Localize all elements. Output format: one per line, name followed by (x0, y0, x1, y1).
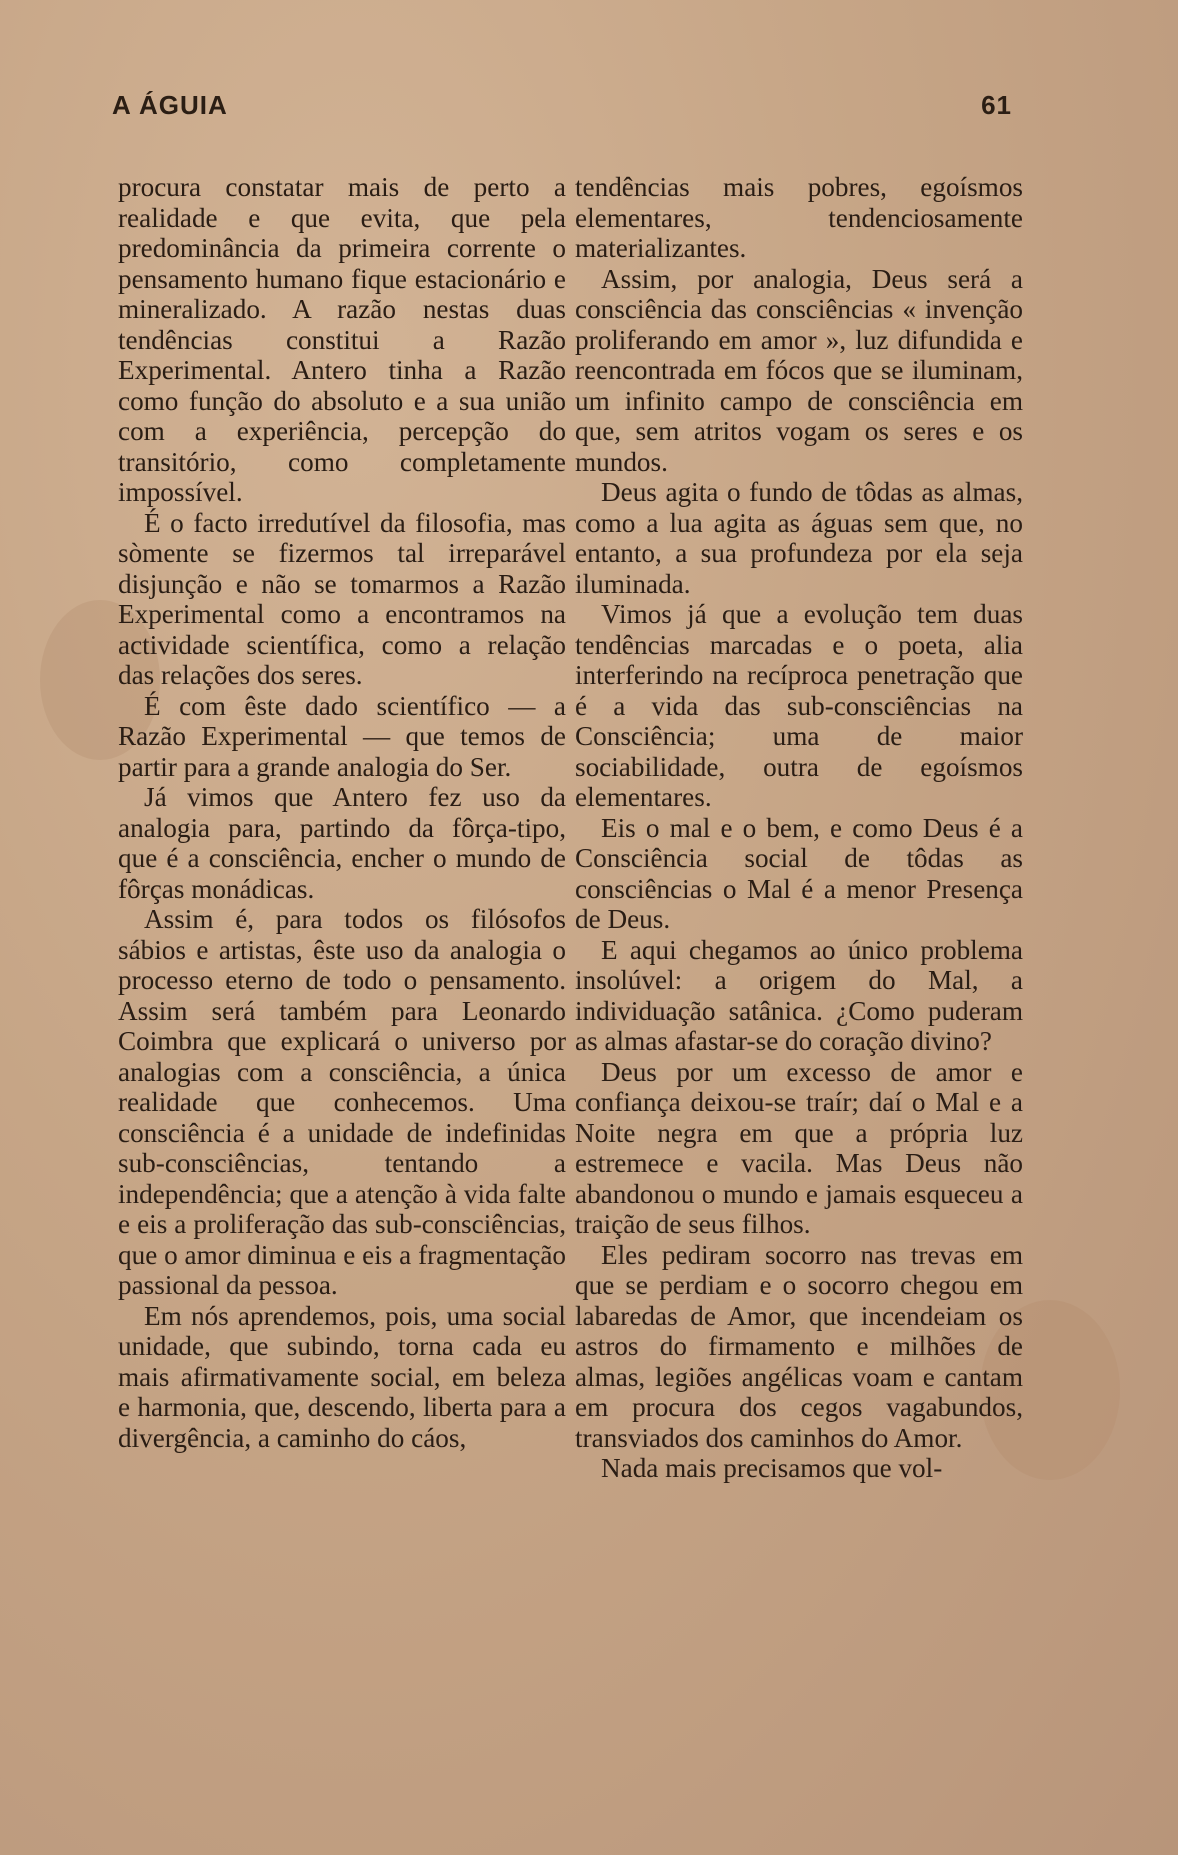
paragraph: Deus agita o fundo de tôdas as almas, como a lua agita as águas sem que, no entanto, a sua profundeza por ela seja iluminada. (575, 477, 1023, 599)
paragraph: Nada mais precisamos que vol- (601, 1453, 943, 1483)
paragraph: procura constatar mais de perto a realidade e que evita, que pela predominância da primeira corrente o pensamento humano fique estacionário e mineralizado. A razão nestas duas tendências constitui a Razão Experimental. Antero tinha a Razão como função do absoluto e a sua união com a experiência, percepção do transitório, como completamente impossível. (118, 172, 566, 507)
paragraph: Assim, por analogia, Deus será a consciência das consciências « invenção proliferando em amor », luz difundida e reencontrada em fócos que se iluminam, um infinito campo de consciência em que, sem atritos vogam os seres e os mundos. (575, 263, 1023, 477)
paragraph: Já vimos que Antero fez uso da analogia para, partindo da fôrça-tipo, que é a consciência, encher o mundo de fôrças monádicas. (118, 782, 566, 904)
paragraph: Assim é, para todos os filósofos sábios e artistas, êste uso da analogia o processo eterno de todo o pensamento. Assim será também para Leonardo Coimbra que explicará o universo por analogias com a consciência, a única realidade que conhecemos. Uma consciência é a unidade de indefinidas sub-consciências, tentando a independência; que a atenção à vida falte e eis a proliferação das sub-consciências, que o amor diminua e eis a fragmentação passional da pessoa. (118, 904, 566, 1300)
text-columns (118, 172, 1023, 1742)
paragraph: Em nós aprendemos, pois, uma social unidade, que subindo, torna cada eu mais afirmativamente social, em beleza e harmonia, que, descendo, liberta para a divergência, a caminho do cáos, (118, 1300, 566, 1453)
running-header (112, 90, 1012, 121)
paragraph: tendências mais pobres, egoísmos elementares, tendenciosamente materializantes. (575, 172, 1023, 263)
paragraph: E aqui chegamos ao único problema insolúvel: a origem do Mal, a individuação satânica. ¿Como puderam as almas afastar-se do coração divino? (575, 934, 1023, 1056)
paragraph: Vimos já que a evolução tem duas tendências marcadas e o poeta, alia interferindo na recíproca penetração que é a vida das sub-consciências na Consciência; uma de maior sociabilidade, outra de egoísmos elementares. (575, 599, 1023, 812)
page-number: 61 (981, 90, 1012, 120)
journal-title: A ÁGUIA (112, 90, 228, 120)
paragraph: Deus por um excesso de amor e confiança deixou-se traír; daí o Mal e a Noite negra em que a própria luz estremece e vacila. Mas Deus não abandonou o mundo e jamais esqueceu a traição de seus filhos. (575, 1056, 1023, 1239)
paragraph: Eles pediram socorro nas trevas em que se perdiam e o socorro chegou em labaredas de Amor, que incendeiam os astros do firmamento e milhões de almas, legiões angélicas voam e cantam em procura dos cegos vagabundos, transviados dos caminhos do Amor. (575, 1239, 1023, 1453)
right-column (575, 172, 1023, 1742)
left-column (118, 172, 566, 1742)
paragraph: É com êste dado scientífico — a Razão Experimental — que temos de partir para a grande analogia do Ser. (118, 690, 566, 782)
paragraph: É o facto irredutível da filosofia, mas sòmente se fizermos tal irreparável disjunção e não se tomarmos a Razão Experimental como a encontramos na actividade scientífica, como a relação das relações dos seres. (118, 507, 566, 690)
paragraph: Eis o mal e o bem, e como Deus é a Consciência social de tôdas as consciências o Mal é a menor Presença de Deus. (575, 812, 1023, 934)
